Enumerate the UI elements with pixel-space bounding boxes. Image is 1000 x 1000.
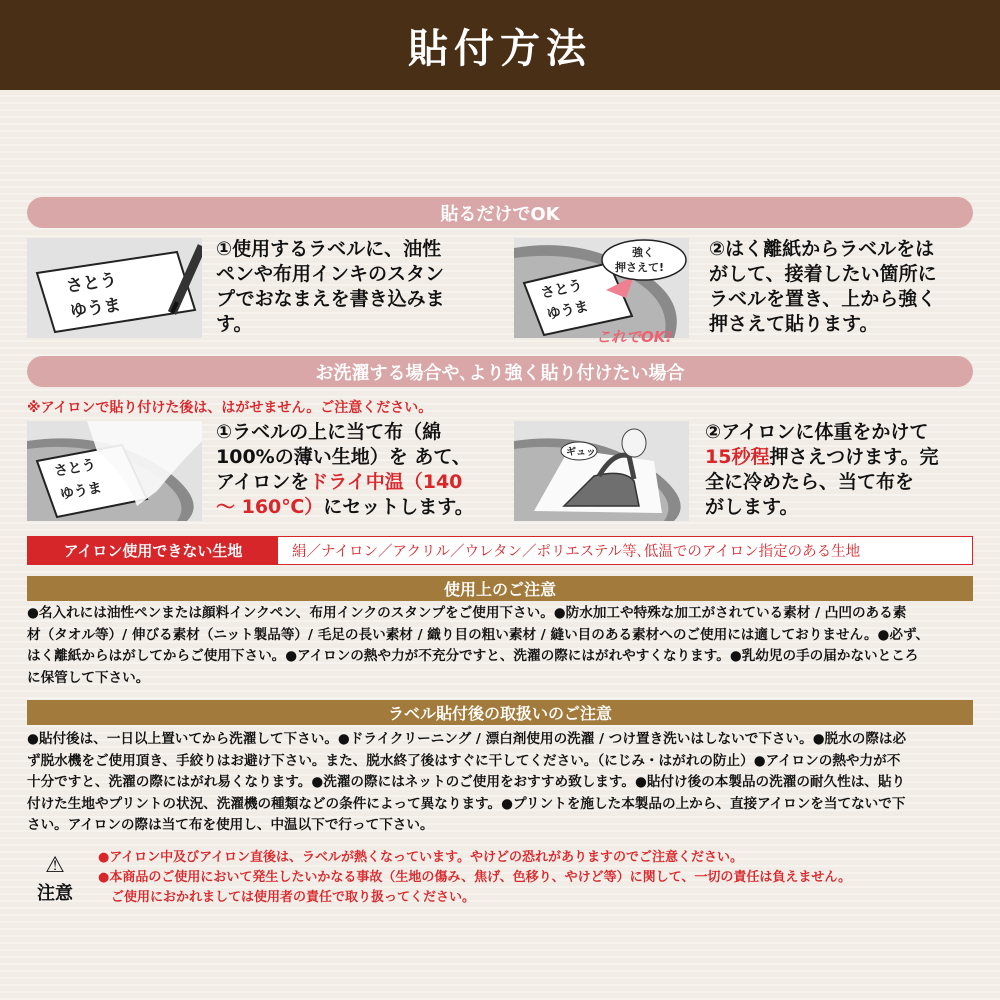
step3-line: 100%の薄い生地）を あて、 bbox=[216, 446, 471, 468]
bubble-line1: 強く bbox=[632, 246, 654, 259]
caution-label: 注意 bbox=[37, 883, 73, 904]
usage-line: に保管して下さい。 bbox=[27, 669, 150, 686]
step3-line: ①ラベルの上に当て布（綿 bbox=[216, 421, 442, 443]
step4-instructions bbox=[705, 420, 939, 520]
caution-block bbox=[24, 853, 86, 905]
illus3-name-line2: ゆうま bbox=[58, 479, 104, 503]
step4-time-highlight: 15秒程 bbox=[705, 446, 770, 468]
step3-temp-highlight: ドライ中温（140 bbox=[309, 471, 463, 493]
step3-text: アイロンを bbox=[216, 471, 310, 493]
step1-line: プでおなまえを書き込みま bbox=[216, 288, 445, 310]
section-title-iron: お洗濯する場合や､より強く貼り付けたい場合 bbox=[27, 356, 973, 387]
usage-line: 材（タオル等）/ 伸びる素材（ニット製品等）/ 毛足の長い素材 / 織り目の粗い素材 / 縫い目のある素材へのご使用には適しておりません。●必ず、 bbox=[27, 626, 930, 643]
section-title-simple: 貼るだけでOK bbox=[27, 197, 973, 228]
illustration-cover-cloth bbox=[27, 421, 202, 521]
step2-line: ②はく離紙からラベルをは bbox=[709, 238, 935, 260]
page-header bbox=[0, 0, 1000, 90]
step2-line: 押さえて貼ります。 bbox=[709, 313, 879, 335]
usage-line: ●名入れには油性ペンまたは顔料インクペン、布用インクのスタンプをご使用下さい。●防水加工や特殊な加工がされている素材 / 凸凹のある素 bbox=[27, 605, 907, 621]
bubble-line2: 押さえて! bbox=[615, 261, 665, 274]
step4-line: ②アイロンに体重をかけて bbox=[705, 421, 929, 443]
non-iron-fabric-list: 絹／ナイロン／アクリル／ウレタン／ポリエステル等､低温でのアイロン指定のある生地 bbox=[292, 544, 861, 560]
step2-line: がして、接着したい箇所に bbox=[709, 263, 937, 285]
page-title: 貼付方法 bbox=[408, 25, 592, 72]
step3-line bbox=[216, 495, 474, 520]
caution-line: ●アイロン中及びアイロン直後は、ラベルが熱くなっています。やけどの恐れがありますのでご注意ください。 bbox=[98, 850, 743, 865]
iron-warning: ※アイロンで貼り付けた後は、はがせません。ご注意ください。 bbox=[27, 400, 433, 416]
step1-instructions bbox=[216, 237, 445, 337]
illus-name-line2: ゆうま bbox=[68, 295, 123, 322]
non-iron-fabric-label: アイロン使用できない生地 bbox=[28, 537, 278, 564]
step3-instructions bbox=[216, 420, 474, 520]
after-notes-text bbox=[27, 729, 973, 837]
step1-line: す。 bbox=[216, 313, 253, 335]
usage-line: はく離紙からはがしてからご使用下さい。●アイロンの熱や力が不充分ですと、洗濯の際にはがれやすくなります。●乳幼児の手の届かないところ bbox=[27, 648, 919, 664]
after-notes-title: ラベル貼付後の取扱いのご注意 bbox=[27, 700, 973, 725]
caution-notes bbox=[98, 848, 851, 908]
step2-line: ラベルを置き、上から強く bbox=[709, 288, 937, 310]
step1-line: ①使用するラベルに、油性 bbox=[216, 238, 442, 260]
after-line: 付けた生地やプリントの状況、洗濯機の種類などの条件によって異なります。●プリントを施した本製品の上から、直接アイロンを当てないで下 bbox=[27, 795, 906, 812]
illustration-press-label bbox=[514, 238, 689, 338]
non-iron-fabric-row bbox=[27, 536, 973, 565]
after-line: 十分ですと、洗濯の際にはがれ易くなります。●洗濯の際にはネットのご使用をおすすめ致します。●貼付け後の本製品の洗濯の耐久性は、貼り bbox=[27, 774, 906, 790]
step4-line: がします。 bbox=[705, 496, 799, 518]
step4-line: 全に冷めたら、当て布を bbox=[705, 471, 915, 493]
step1-line: ペンや布用インキのスタン bbox=[216, 263, 445, 285]
usage-notes-text bbox=[27, 603, 973, 689]
illus2-name-line1: さとう bbox=[539, 277, 584, 302]
illus-name-line1: さとう bbox=[64, 270, 119, 297]
after-line: ず脱水機をご使用頂き、手絞りはお避け下さい。また、脱水終了後はすぐに干してください。（にじみ・はがれの防止）●アイロンの熱や力が不 bbox=[27, 752, 901, 769]
usage-notes-title: 使用上のご注意 bbox=[27, 576, 973, 601]
step2-instructions bbox=[709, 237, 937, 337]
illus2-name-line2: ゆうま bbox=[545, 298, 590, 323]
step3-line bbox=[216, 470, 474, 495]
after-line: さい。アイロンの際は当て布を使用し、中温以下で行って下さい。 bbox=[27, 817, 434, 833]
after-line: ●貼付後は、一日以上置いてから洗濯して下さい。●ドライクリーニング / 漂白剤使用の洗濯 / つけ置き洗いはしないで下さい。●脱水の際は必 bbox=[27, 731, 907, 747]
step4-line bbox=[705, 445, 939, 470]
warning-triangle-icon: ⚠ bbox=[45, 853, 65, 878]
step3-text: にセットします。 bbox=[323, 496, 474, 518]
caution-line: ご使用におかれましては使用者の責任で取り扱ってください。 bbox=[98, 890, 476, 905]
step4-text: 押さえつけます。完 bbox=[769, 446, 939, 468]
caution-line: ●本商品のご使用において発生したいかなる事故（生地の傷み、焦げ、色移り、やけど等）に関して、一切の責任は負えません。 bbox=[98, 870, 852, 885]
step3-temp-highlight: ～ 160℃） bbox=[216, 496, 324, 518]
illus3-name-line1: さとう bbox=[52, 456, 98, 480]
illustration-write-name bbox=[27, 238, 202, 338]
ok-stamp: これでOK! bbox=[596, 328, 673, 346]
iron-bubble: ギュッ bbox=[566, 447, 596, 458]
illustration-iron-press bbox=[514, 421, 689, 521]
